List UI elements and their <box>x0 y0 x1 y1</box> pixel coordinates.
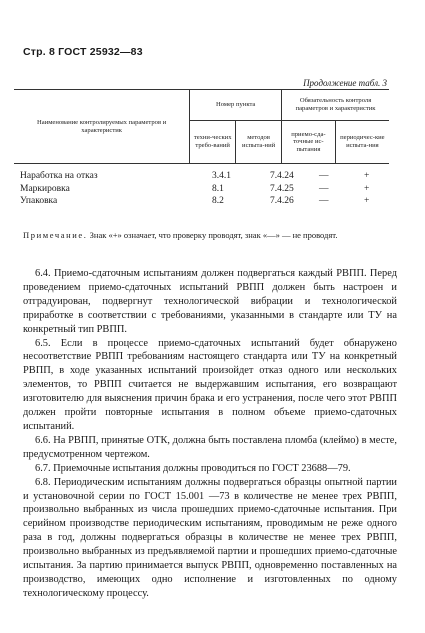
table-row <box>14 195 389 208</box>
row-name: Упаковка <box>20 196 58 206</box>
row-acceptance: — <box>319 183 329 194</box>
paragraph-6-6: 6.6. На РВПП, принятые ОТК, должна быть поставлена пломба (клеймо) в месте, предусмотренном чертежом. <box>23 434 397 460</box>
table-row <box>14 183 389 196</box>
row-acceptance: — <box>319 196 329 206</box>
row-methods: 7.4.25 <box>270 183 294 194</box>
page-header: Стр. 8 ГОСТ 25932—83 <box>23 46 143 58</box>
row-name: Маркировка <box>20 183 70 194</box>
paragraph-6-5: 6.5. Если в процессе приемо-сдаточных испытаний будет обнаружено несоответствие РВПП требованиям настоящего стандарта или ТУ на конкретный РВПП, в ходе указанных испытаний произойдет отказ одного или нескольких элементов, то РВПП считается не выдержавшим испытания, его возвращают изготовителю для выяснения причин брака и его устранения, после чего этот РВПП должен пройти повторные испытания в полном объеме приемо-сдаточных испытаний. <box>23 337 397 432</box>
col-point-header: Номер пункта <box>190 90 282 121</box>
note-label: Примечание. <box>23 230 88 240</box>
col-methods-header: методов испыта-ний <box>236 121 282 164</box>
spec-table-header <box>14 89 389 164</box>
row-tech: 3.4.1 <box>212 171 231 181</box>
row-tech: 8.1 <box>212 183 224 194</box>
row-acceptance: — <box>319 171 329 181</box>
table-note <box>23 229 395 241</box>
col-acceptance-header: приемо-сда-точные ис-пытания <box>282 121 336 164</box>
row-methods: 7.4.24 <box>270 171 294 181</box>
table-body <box>14 170 389 208</box>
col-name-header: Наименование контролируемых параметров и характеристик <box>14 90 190 164</box>
col-required-header: Обязательность контроля параметров и характеристик <box>282 90 389 121</box>
row-tech: 8.2 <box>212 196 224 206</box>
note-text: Знак «+» означает, что проверку проводят, знак «—» — не проводят. <box>89 230 338 240</box>
row-periodic: + <box>364 183 370 194</box>
col-periodic-header: периодичес-кие испыта-ния <box>335 121 389 164</box>
row-periodic: + <box>364 196 370 206</box>
row-name: Наработка на отказ <box>20 171 98 181</box>
table-continuation-label: Продолжение табл. 3 <box>303 78 387 88</box>
row-periodic: + <box>364 171 370 181</box>
row-methods: 7.4.26 <box>270 196 294 206</box>
paragraph-6-7: 6.7. Приемочные испытания должны проводиться по ГОСТ 23688—79. <box>35 462 351 474</box>
document-body <box>23 267 397 601</box>
paragraph-6-8: 6.8. Периодическим испытаниям должны подвергаться образцы опытной партии и установочной серии по ГОСТ 15.001 —73 в количестве не менее трех РВПП, произвольно выбранных из числа прошедших приемо-сдаточные испытания. При серийном производстве периодическим испытаниям, проводимым не реже одного раза в год, должны подвергаться образцы в количестве не менее трех РВПП, произвольно выбранных из предъявляемой партии и прошедших приемо-сдаточные испытания. За партию принимается выпуск РВПП, одновременно поставленных на производство, имеющих одно исполнение и изготовленных по одному технологическому процессу. <box>23 476 397 599</box>
col-tech-header: техни-ческих требо-ваний <box>190 121 236 164</box>
paragraph-6-4: 6.4. Приемо-сдаточным испытаниям должен подвергаться каждый РВПП. Перед проведением приемо-сдаточных испытаний РВПП должен быть настроен и отградуирован, подвергнут технологической вибрации и технологической приработке в соответствии с требованиями, указанными в стандарте или ТУ на конкретный тип РВПП. <box>23 268 397 335</box>
table-row <box>14 170 389 183</box>
